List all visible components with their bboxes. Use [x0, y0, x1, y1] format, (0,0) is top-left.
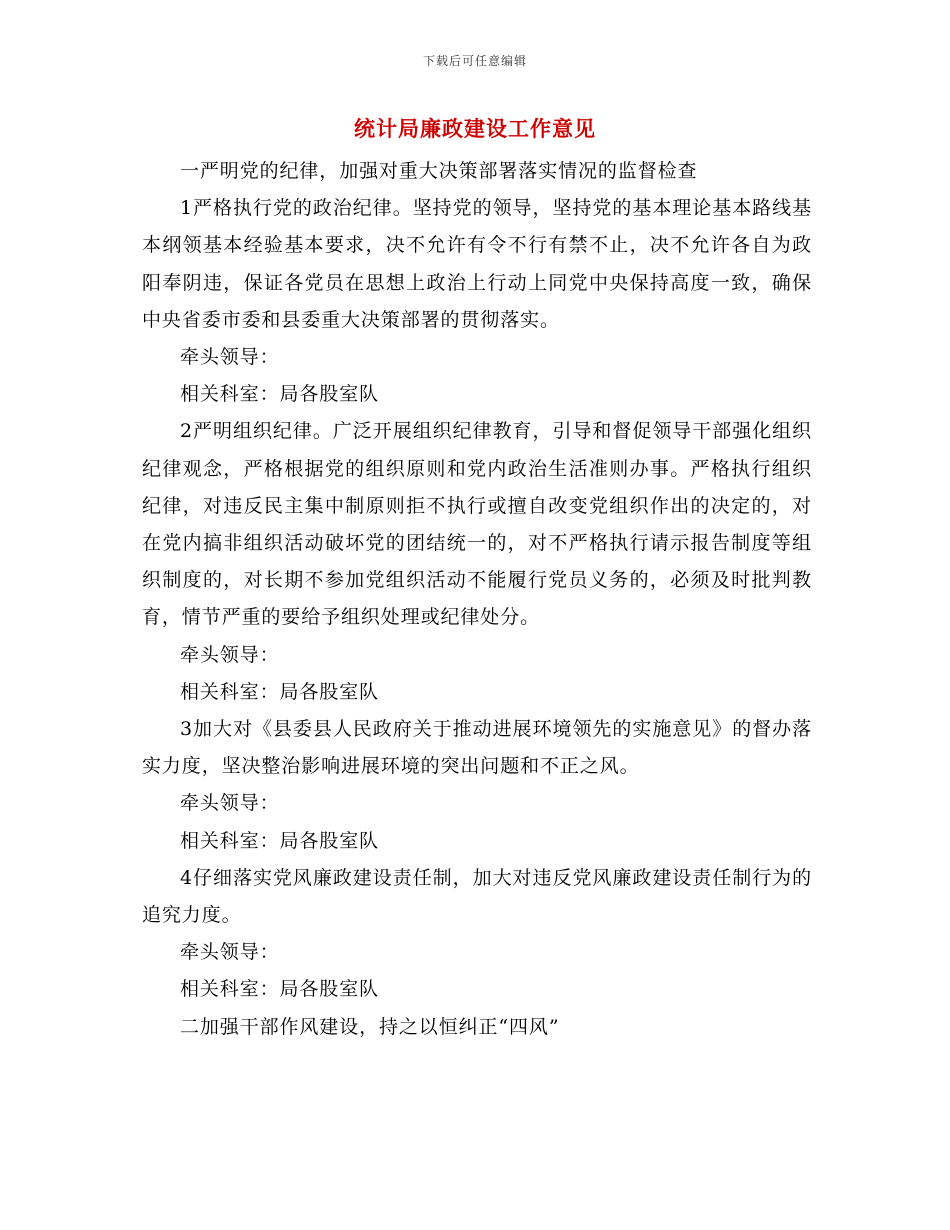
lead-leader-line: 牵头领导： [180, 346, 280, 369]
lead-leader-line: 牵头领导： [180, 643, 280, 666]
related-dept-line: 相关科室：局各股室队 [180, 829, 380, 852]
lead-leader-line: 牵头领导： [180, 792, 280, 815]
related-dept-line: 相关科室：局各股室队 [180, 680, 380, 703]
related-dept-line: 相关科室：局各股室队 [180, 383, 380, 406]
section-heading-2: 二加强干部作风建设，持之以恒纠正“四风” [180, 1015, 560, 1038]
document-title: 统计局廉政建设工作意见 [354, 116, 596, 141]
document-body [142, 153, 812, 1046]
header-note: 下载后可任意编辑 [422, 54, 527, 68]
related-dept-line: 相关科室：局各股室队 [180, 978, 380, 1001]
section-heading-1: 一严明党的纪律，加强对重大决策部署落实情况的监督检查 [180, 160, 698, 182]
lead-leader-line: 牵头领导： [180, 941, 280, 964]
paragraph-item-1: 1严格执行党的政治纪律。坚持党的领导，坚持党的基本理论基本路线基本纲领基本经验基本要求，决不允许有令不行有禁不止，决不允许各自为政阳奉阴违，保证各党员在思想上政治上行动上同党中央保持高度一致，确保中央省委市委和县委重大决策部署的贯彻落实。 [142, 197, 812, 331]
paragraph-item-3: 3加大对《县委县人民政府关于推动进展环境领先的实施意见》的督办落实力度，坚决整治影响进展环境的突出问题和不正之风。 [142, 718, 812, 778]
paragraph-item-2: 2严明组织纪律。广泛开展组织纪律教育，引导和督促领导干部强化组织纪律观念，严格根据党的组织原则和党内政治生活准则办事。严格执行组织纪律，对违反民主集中制原则拒不执行或擅自改变党组织作出的决定的，对在党内搞非组织活动破坏党的团结统一的，对不严格执行请示报告制度等组织制度的，对长期不参加党组织活动不能履行党员义务的，必须及时批判教育，情节严重的要给予组织处理或纪律处分。 [142, 420, 812, 629]
paragraph-item-4: 4仔细落实党风廉政建设责任制，加大对违反党风廉政建设责任制行为的追究力度。 [142, 866, 812, 927]
